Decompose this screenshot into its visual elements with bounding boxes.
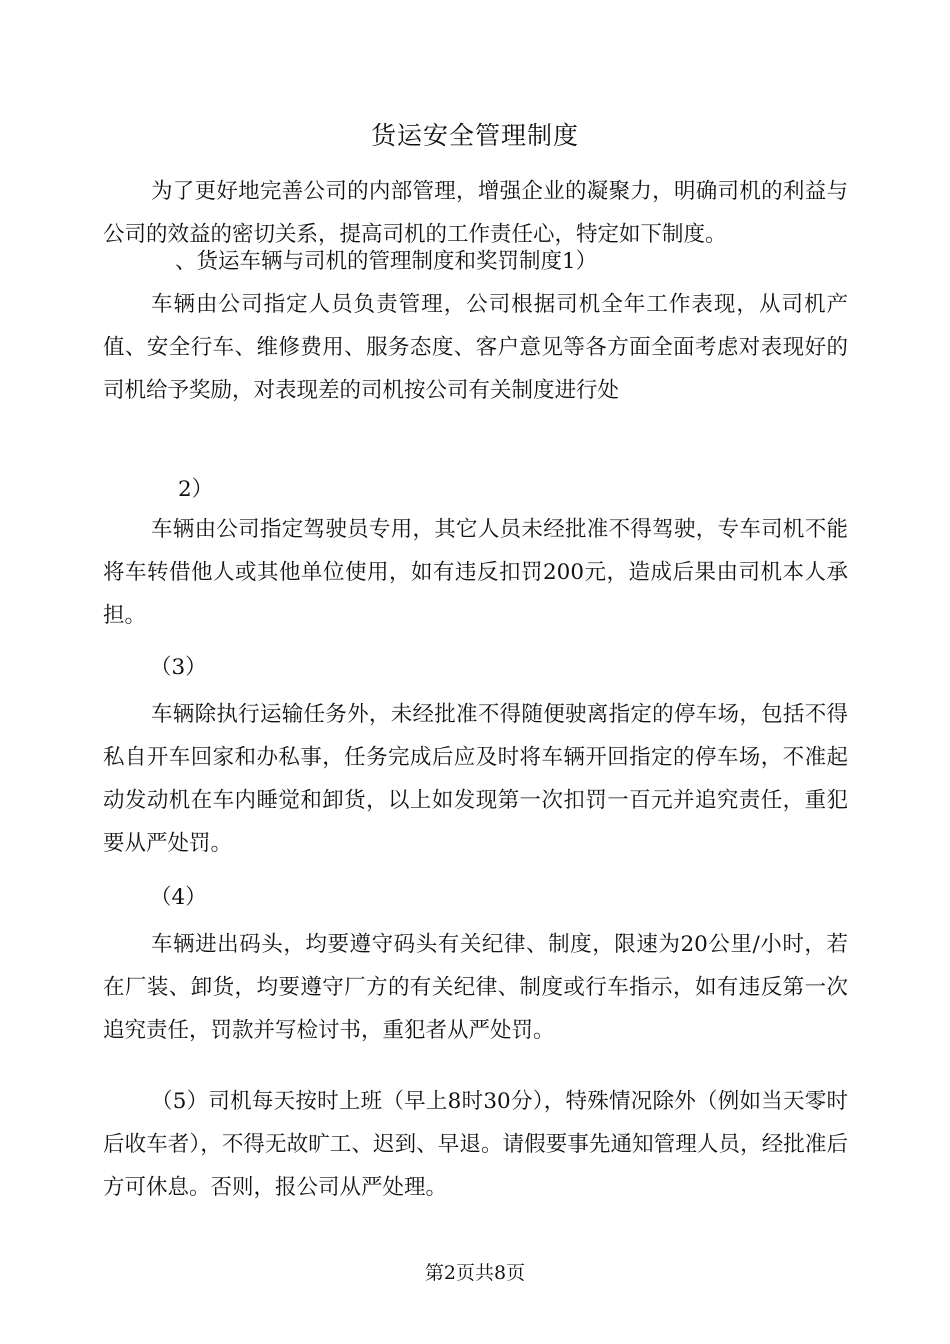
item1-paragraph: 车辆由公司指定人员负责管理，公司根据司机全年工作表现，从司机产值、安全行车、维修费用、服务态度、客户意见等各方面全面考虑对表现好的司机给予奖励，对表现差的司机按公司有关制度进行处 [103,292,848,403]
section-heading: 、货运车辆与司机的管理制度和奖罚制度1） [175,249,598,274]
item4-label: （4） [150,885,207,910]
item5-paragraph: （5）司机每天按时上班（早上8时30分），特殊情况除外（例如当天零时后收车者），不得无故旷工、迟到、早退。请假要事先通知管理人员，经批准后方可休息。否则，报公司从严处理。 [103,1089,848,1200]
document-title: 货运安全管理制度 [370,121,579,150]
page-number: 第2页共8页 [424,1262,526,1284]
item2-label: 2） [178,477,214,502]
item2-paragraph: 车辆由公司指定驾驶员专用，其它人员未经批准不得驾驶，专车司机不能将车转借他人或其他单位使用，如有违反扣罚200元，造成后果由司机本人承担。 [103,517,848,628]
item3-paragraph: 车辆除执行运输任务外，未经批准不得随便驶离指定的停车场，包括不得私自开车回家和办私事，任务完成后应及时将车辆开回指定的停车场，不准起动发动机在车内睡觉和卸货，以上如发现第一次扣罚一百元并追究责任，重犯要从严处罚。 [103,702,848,856]
item4-paragraph: 车辆进出码头，均要遵守码头有关纪律、制度，限速为20公里/小时，若在厂装、卸货，均要遵守厂方的有关纪律、制度或行车指示，如有违反第一次追究责任，罚款并写检讨书，重犯者从严处罚。 [103,932,848,1043]
intro-paragraph: 为了更好地完善公司的内部管理，增强企业的凝聚力，明确司机的利益与公司的效益的密切关系，提高司机的工作责任心，特定如下制度。 [103,179,848,247]
item3-label: （3） [150,655,207,680]
